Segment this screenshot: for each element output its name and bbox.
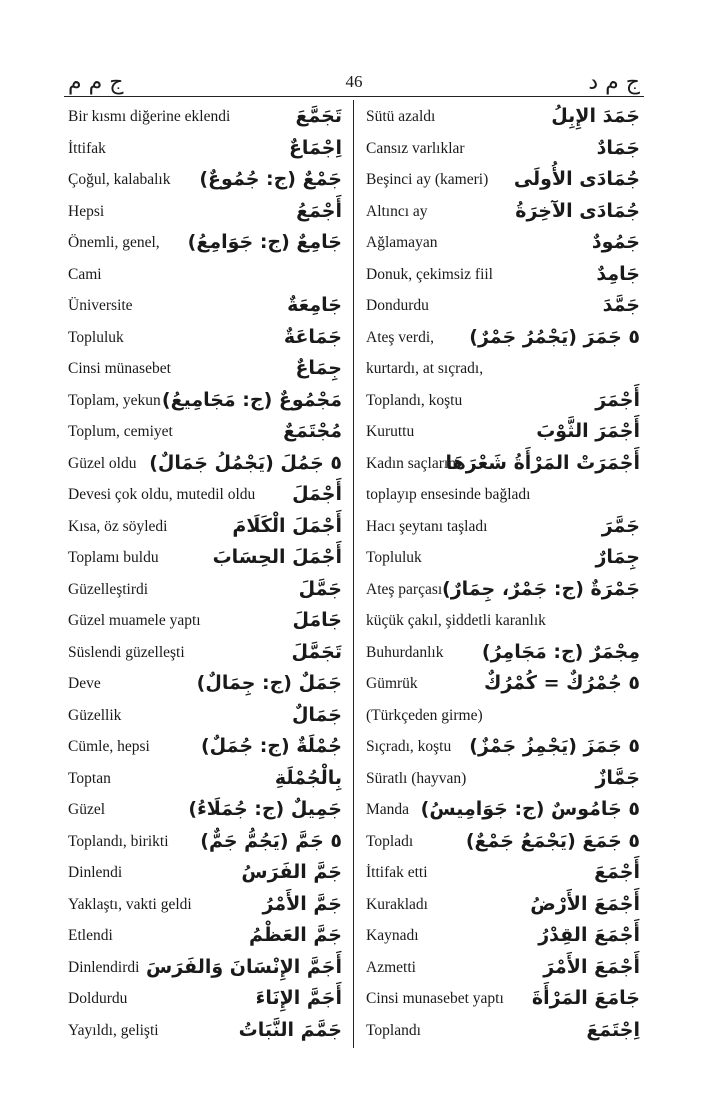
dictionary-entry [366, 763, 640, 795]
turkish-meaning: Donuk, çekimsiz fiil [366, 265, 493, 283]
turkish-meaning: Toptan [68, 769, 111, 787]
dictionary-entry [68, 227, 342, 259]
turkish-meaning: Manda [366, 801, 410, 818]
turkish-meaning: (Türkçeden girme) [366, 706, 483, 724]
turkish-meaning: Yayıldı, gelişti [68, 1021, 159, 1039]
turkish-meaning: Toplandı, koştu [366, 391, 463, 409]
turkish-meaning: Hacı şeytanı taşladı [366, 517, 488, 535]
arabic-headword: جَمِيلٌ (ج: جُمَلَاءُ) [188, 798, 342, 820]
dictionary-entry [68, 353, 342, 385]
arabic-headword: جَمَالٌ [291, 703, 342, 726]
dictionary-entry [68, 637, 342, 669]
dictionary-entry [366, 259, 640, 291]
dictionary-entry [366, 479, 640, 511]
turkish-meaning: Üniversite [68, 297, 133, 314]
arabic-headword: جَمَادٌ [596, 136, 640, 159]
arabic-headword: جَامَعَ المَرْأَةَ [531, 987, 640, 1009]
dictionary-entry [68, 416, 342, 448]
arabic-headword: أَجْمَعَ الأَمْرَ [543, 955, 640, 978]
turkish-meaning: Topluluk [68, 328, 124, 346]
turkish-meaning: Güzel [68, 801, 106, 818]
dictionary-entry [68, 668, 342, 700]
dictionary-entry [366, 731, 640, 763]
arabic-headword: جَمَّ الأَمْرُ [262, 892, 342, 915]
dictionary-entry [366, 164, 640, 196]
turkish-meaning: Devesi çok oldu, mutedil oldu [68, 486, 256, 503]
dictionary-entry [366, 857, 640, 889]
dictionary-entry [68, 479, 342, 511]
header-letters-left: ج م م [68, 70, 124, 95]
dictionary-entry [68, 1015, 342, 1047]
turkish-meaning: Cinsi münasebet [68, 360, 171, 377]
arabic-headword: جَمَدَ الإِبِلُ [551, 105, 640, 127]
dictionary-entry [68, 259, 342, 291]
turkish-meaning: Cümle, hepsi [68, 738, 150, 755]
arabic-headword: تَجَمَّلَ [291, 640, 342, 663]
arabic-headword: أَجَمَّ الإِنْسَانَ وَالفَرَسَ [146, 955, 342, 978]
arabic-headword: مِجْمَرٌ (ج: مَجَامِرُ) [481, 640, 640, 663]
arabic-headword: ٥ جُمْرُكٌ = كُمْرُكٌ [483, 672, 640, 694]
turkish-meaning: Etlendi [68, 927, 113, 944]
dictionary-entry [68, 385, 342, 417]
dictionary-entry [68, 794, 342, 826]
turkish-meaning: Ağlamayan [366, 234, 438, 251]
turkish-meaning: Azmetti [366, 958, 416, 976]
dictionary-entry [366, 668, 640, 700]
arabic-headword: جُمْلَةٌ (ج: جُمَلٌ) [201, 735, 342, 757]
arabic-headword: جَمُودٌ [591, 231, 640, 253]
arabic-headword: ٥ جَمَرَ (يَجْمُرُ جَمْرٌ) [469, 325, 640, 348]
dictionary-entry [366, 605, 640, 637]
arabic-headword: جِمَارٌ [595, 546, 640, 568]
turkish-meaning: Dinlendi [68, 864, 123, 881]
turkish-meaning: Yaklaştı, vakti geldi [68, 895, 192, 913]
header-rule [64, 96, 644, 97]
turkish-meaning: İttifak [68, 139, 106, 157]
turkish-meaning: Süratlı (hayvan) [366, 769, 467, 787]
dictionary-entry [68, 763, 342, 795]
turkish-meaning: Önemli, genel, [68, 234, 160, 251]
turkish-meaning: Ateş parçası [366, 580, 443, 598]
arabic-headword: ٥ جَمَعَ (يَجْمَعُ جَمْعٌ) [465, 829, 640, 852]
arabic-headword: أَجْمَعُ [296, 199, 342, 222]
dictionary-entry [366, 794, 640, 826]
dictionary-entry [366, 227, 640, 259]
turkish-meaning: Güzel oldu [68, 454, 137, 472]
arabic-headword: جِمَاعٌ [295, 357, 342, 379]
turkish-meaning: Kuruttu [366, 423, 415, 440]
dictionary-entry [366, 826, 640, 858]
turkish-meaning: Toplum, cemiyet [68, 423, 173, 440]
header-letters-right: ج م د [588, 70, 640, 95]
turkish-meaning: Cinsi munasebet yaptı [366, 990, 504, 1007]
dictionary-entry [68, 857, 342, 889]
dictionary-entry [68, 196, 342, 228]
dictionary-entry [366, 101, 640, 133]
turkish-meaning: Toplam, yekun [68, 391, 161, 409]
arabic-headword: جُمَادَى الأُولَى [513, 168, 640, 190]
dictionary-entry [68, 164, 342, 196]
arabic-headword: جَامِعٌ (ج: جَوَامِعُ) [187, 231, 342, 253]
turkish-meaning: Sıçradı, koştu [366, 738, 452, 755]
arabic-headword: جَامَلَ [292, 609, 342, 631]
arabic-headword: مَجْمُوعٌ (ج: مَجَامِيعُ) [161, 388, 342, 411]
turkish-meaning: Ateş verdi, [366, 328, 435, 346]
arabic-headword: جَمَّ الفَرَسُ [241, 861, 342, 883]
arabic-headword: أَجْمَعَ [594, 861, 640, 883]
arabic-headword: أَجْمَرَ [595, 388, 640, 411]
dictionary-entry [68, 542, 342, 574]
turkish-meaning: Dondurdu [366, 297, 429, 314]
dictionary-entry [366, 290, 640, 322]
turkish-meaning: Buhurdanlık [366, 643, 444, 661]
arabic-headword: جَمَاعَةٌ [283, 325, 342, 348]
arabic-headword: ٥ جَمَزَ (يَجْمِزُ جَمْزٌ) [469, 735, 640, 757]
turkish-meaning: Gümrük [366, 675, 418, 692]
arabic-headword: مُجْتَمَعٌ [283, 420, 342, 442]
dictionary-entry [68, 731, 342, 763]
dictionary-entry [68, 448, 342, 480]
arabic-headword: جُمَادَى الآخِرَةُ [515, 199, 640, 222]
dictionary-entry [366, 574, 640, 606]
arabic-headword: أَجْمَرَ الثَّوْبَ [536, 420, 640, 442]
dictionary-entry [68, 952, 342, 984]
arabic-headword: جَمْرَةٌ (ج: جَمْرٌ، جِمَارٌ) [442, 577, 640, 600]
dictionary-entry [366, 511, 640, 543]
turkish-meaning: Güzel muamele yaptı [68, 612, 201, 629]
arabic-headword: جَمَّ العَظْمُ [249, 924, 342, 946]
dictionary-entry [68, 574, 342, 606]
turkish-meaning: Toplamı buldu [68, 549, 159, 566]
arabic-headword: أَجْمَعَ القِدْرُ [538, 924, 640, 946]
turkish-meaning: Toplandı [366, 1021, 421, 1039]
turkish-meaning: Doldurdu [68, 990, 128, 1007]
turkish-meaning: İttifak etti [366, 864, 428, 881]
arabic-headword: بِالْجُمْلَةِ [274, 766, 342, 789]
turkish-meaning: Hepsi [68, 202, 105, 220]
dictionary-entry [366, 416, 640, 448]
dictionary-entry [68, 920, 342, 952]
arabic-headword: جَمَّلَ [298, 577, 342, 600]
turkish-meaning: Dinlendirdi [68, 958, 140, 976]
right-column [366, 101, 640, 1046]
arabic-headword: ٥ جَمَّ (يَجُمُّ جَمٌّ) [200, 829, 342, 852]
turkish-meaning: Kadın saçlarını [366, 454, 461, 472]
dictionary-entry [366, 196, 640, 228]
dictionary-entry [366, 353, 640, 385]
turkish-meaning: Güzelleştirdi [68, 580, 149, 598]
turkish-meaning: Bir kısmı diğerine eklendi [68, 108, 231, 125]
turkish-meaning: Kaynadı [366, 927, 419, 944]
dictionary-entry [366, 983, 640, 1015]
dictionary-entry [68, 290, 342, 322]
dictionary-entry [68, 322, 342, 354]
turkish-meaning: Kurakladı [366, 895, 428, 913]
turkish-meaning: Güzellik [68, 706, 122, 724]
turkish-meaning: Beşinci ay (kameri) [366, 171, 489, 188]
dictionary-entry [68, 511, 342, 543]
dictionary-entry [68, 889, 342, 921]
dictionary-entry [366, 322, 640, 354]
dictionary-entry [366, 385, 640, 417]
dictionary-entry [68, 605, 342, 637]
arabic-headword: أَجْمَلَ الحِسَابَ [212, 546, 342, 568]
arabic-headword: جَمَّدَ [602, 294, 640, 316]
page-header [64, 70, 644, 96]
arabic-headword: جَامِدٌ [596, 262, 640, 285]
dictionary-entry [366, 700, 640, 732]
dictionary-entry [68, 700, 342, 732]
dictionary-entry [68, 133, 342, 165]
turkish-meaning: Cansız varlıklar [366, 139, 465, 157]
arabic-headword: اِجْتَمَعَ [586, 1018, 640, 1041]
dictionary-entry [68, 101, 342, 133]
dictionary-entry [366, 952, 640, 984]
turkish-meaning: Altıncı ay [366, 202, 428, 220]
dictionary-entry [68, 983, 342, 1015]
arabic-headword: أَجْمَلَ [292, 483, 342, 505]
arabic-headword: ٥ جَامُوسٌ (ج: جَوَامِيسُ) [420, 798, 640, 820]
dictionary-entry [68, 826, 342, 858]
dictionary-entry [366, 1015, 640, 1047]
turkish-meaning: Topluluk [366, 549, 422, 566]
dictionary-entry [366, 889, 640, 921]
dictionary-entry [366, 920, 640, 952]
turkish-meaning: Cami [68, 265, 102, 283]
arabic-headword: أَجْمَلَ الْكَلَامَ [232, 514, 342, 537]
page-number: 46 [345, 72, 363, 91]
turkish-meaning: kurtardı, at sıçradı, [366, 360, 484, 377]
turkish-meaning: Toplandı, birikti [68, 832, 169, 850]
column-divider [353, 100, 354, 1048]
dictionary-entry [366, 542, 640, 574]
turkish-meaning: Kısa, öz söyledi [68, 517, 168, 535]
dictionary-entry [366, 448, 640, 480]
dictionary-entry [366, 637, 640, 669]
turkish-meaning: toplayıp ensesinde bağladı [366, 486, 531, 503]
arabic-headword: جَمْعٌ (ج: جُمُوعٌ) [199, 168, 342, 190]
arabic-headword: اِجْمَاعٌ [288, 136, 342, 159]
arabic-headword: ٥ جَمُلَ (يَجْمُلُ جَمَالٌ) [149, 451, 342, 474]
turkish-meaning: Sütü azaldı [366, 108, 436, 125]
turkish-meaning: Topladı [366, 832, 414, 850]
arabic-headword: جَمَّازٌ [595, 766, 640, 789]
left-column [68, 101, 342, 1046]
turkish-meaning: küçük çakıl, şiddetli karanlık [366, 612, 546, 629]
arabic-headword: أَجْمَعَ الأَرْضُ [530, 892, 640, 915]
turkish-meaning: Deve [68, 675, 101, 692]
arabic-headword: جَامِعَةٌ [287, 294, 342, 316]
arabic-headword: جَمَّرَ [601, 514, 640, 537]
dictionary-entry [366, 133, 640, 165]
turkish-meaning: Çoğul, kalabalık [68, 171, 171, 188]
arabic-headword: جَمَلٌ (ج: جِمَالٌ) [196, 672, 342, 694]
arabic-headword: أَجْمَرَتْ المَرْأَةُ شَعْرَهَا [445, 451, 640, 474]
arabic-headword: تَجَمَّعَ [295, 105, 342, 127]
arabic-headword: أَجَمَّ الإِنَاءَ [255, 987, 342, 1009]
turkish-meaning: Süslendi güzelleşti [68, 643, 185, 661]
arabic-headword: جَمَّمَ النَّبَاتُ [238, 1018, 342, 1041]
